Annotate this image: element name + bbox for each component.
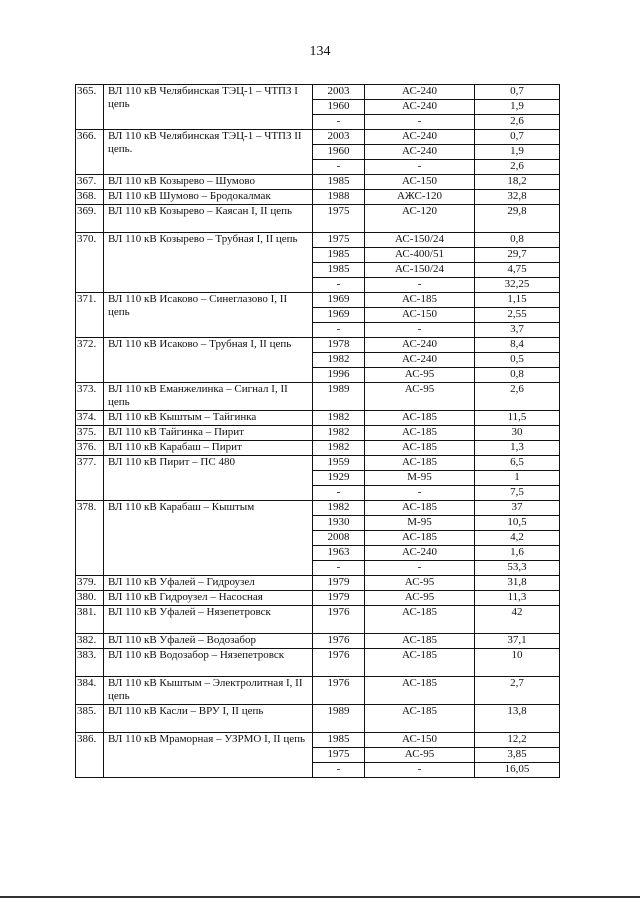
line-name: ВЛ 110 кВ Пирит – ПС 480 [104, 456, 313, 501]
wire-type: - [365, 323, 475, 338]
commission-year: 1976 [313, 649, 365, 677]
row-number: 370. [76, 233, 104, 293]
line-length: 29,8 [475, 205, 560, 233]
wire-type: АС-95 [365, 576, 475, 591]
wire-type: АС-150/24 [365, 233, 475, 248]
wire-type: - [365, 763, 475, 778]
commission-year: 1985 [313, 248, 365, 263]
line-length: 30 [475, 426, 560, 441]
wire-type: АС-240 [365, 85, 475, 100]
line-length: 11,5 [475, 411, 560, 426]
commission-year: 1929 [313, 471, 365, 486]
line-length: 1,15 [475, 293, 560, 308]
table-row [76, 576, 560, 591]
table-row [76, 634, 560, 649]
commission-year: 1975 [313, 205, 365, 233]
commission-year: - [313, 278, 365, 293]
table-row [76, 606, 560, 634]
page-number: 134 [309, 44, 331, 59]
commission-year: 1959 [313, 456, 365, 471]
wire-type: АС-185 [365, 531, 475, 546]
line-length: 2,6 [475, 115, 560, 130]
table-row [76, 190, 560, 205]
commission-year: 2003 [313, 130, 365, 145]
line-length: 37 [475, 501, 560, 516]
wire-type: - [365, 160, 475, 175]
wire-type: АС-150 [365, 308, 475, 323]
commission-year: 2008 [313, 531, 365, 546]
row-number: 371. [76, 293, 104, 338]
line-length: 2,6 [475, 160, 560, 175]
commission-year: 1979 [313, 591, 365, 606]
commission-year: 1976 [313, 634, 365, 649]
commission-year: 1960 [313, 145, 365, 160]
line-name: ВЛ 110 кВ Уфалей – Гидроузел [104, 576, 313, 591]
line-length: 0,8 [475, 368, 560, 383]
commission-year: 1976 [313, 677, 365, 705]
line-name: ВЛ 110 кВ Козырево – Трубная I, II цепь [104, 233, 313, 293]
line-length: 18,2 [475, 175, 560, 190]
table-row [76, 383, 560, 411]
table-row [76, 85, 560, 100]
power-lines-table [75, 84, 560, 778]
commission-year: - [313, 561, 365, 576]
commission-year: - [313, 323, 365, 338]
line-length: 1,6 [475, 546, 560, 561]
commission-year: 1975 [313, 748, 365, 763]
commission-year: 1979 [313, 576, 365, 591]
wire-type: - [365, 278, 475, 293]
line-name: ВЛ 110 кВ Мраморная – УЗРМО I, II цепь [104, 733, 313, 778]
wire-type: АС-95 [365, 748, 475, 763]
table-row [76, 441, 560, 456]
line-name: ВЛ 110 кВ Козырево – Шумово [104, 175, 313, 190]
line-length: 3,85 [475, 748, 560, 763]
line-length: 12,2 [475, 733, 560, 748]
commission-year: 1985 [313, 175, 365, 190]
line-length: 0,7 [475, 130, 560, 145]
wire-type: АС-150/24 [365, 263, 475, 278]
wire-type: АС-240 [365, 145, 475, 160]
commission-year: 1960 [313, 100, 365, 115]
line-length: 32,25 [475, 278, 560, 293]
line-length: 0,7 [475, 85, 560, 100]
table-row [76, 411, 560, 426]
wire-type: АС-240 [365, 353, 475, 368]
wire-type: АС-185 [365, 501, 475, 516]
commission-year: 1982 [313, 426, 365, 441]
line-name: ВЛ 110 кВ Кыштым – Тайгинка [104, 411, 313, 426]
wire-type: АС-95 [365, 368, 475, 383]
table-row [76, 293, 560, 308]
wire-type: АС-400/51 [365, 248, 475, 263]
table-row [76, 426, 560, 441]
line-length: 16,05 [475, 763, 560, 778]
line-length: 10 [475, 649, 560, 677]
row-number: 380. [76, 591, 104, 606]
table-row [76, 705, 560, 733]
wire-type: М-95 [365, 471, 475, 486]
commission-year: 1969 [313, 293, 365, 308]
wire-type: АС-185 [365, 411, 475, 426]
line-name: ВЛ 110 кВ Челябинская ТЭЦ-1 – ЧТПЗ I цепь [104, 85, 313, 130]
line-name: ВЛ 110 кВ Тайгинка – Пирит [104, 426, 313, 441]
row-number: 368. [76, 190, 104, 205]
line-name: ВЛ 110 кВ Челябинская ТЭЦ-1 – ЧТПЗ II цепь. [104, 130, 313, 175]
table-row [76, 205, 560, 233]
commission-year: 1976 [313, 606, 365, 634]
line-name: ВЛ 110 кВ Кыштым – Электролитная I, II цепь [104, 677, 313, 705]
commission-year: 1975 [313, 233, 365, 248]
line-length: 37,1 [475, 634, 560, 649]
wire-type: АС-185 [365, 441, 475, 456]
line-length: 2,55 [475, 308, 560, 323]
row-number: 377. [76, 456, 104, 501]
commission-year: 1989 [313, 705, 365, 733]
row-number: 366. [76, 130, 104, 175]
table-row [76, 649, 560, 677]
row-number: 383. [76, 649, 104, 677]
row-number: 375. [76, 426, 104, 441]
line-name: ВЛ 110 кВ Касли – ВРУ I, II цепь [104, 705, 313, 733]
wire-type: АС-120 [365, 205, 475, 233]
row-number: 384. [76, 677, 104, 705]
wire-type: - [365, 561, 475, 576]
wire-type: АС-240 [365, 338, 475, 353]
commission-year: - [313, 115, 365, 130]
table-row [76, 233, 560, 248]
line-name: ВЛ 110 кВ Исаково – Синеглазово I, II цепь [104, 293, 313, 338]
commission-year: 1963 [313, 546, 365, 561]
row-number: 382. [76, 634, 104, 649]
wire-type: АС-240 [365, 546, 475, 561]
wire-type: АС-150 [365, 175, 475, 190]
line-length: 32,8 [475, 190, 560, 205]
line-name: ВЛ 110 кВ Еманжелинка – Сигнал I, II цепь [104, 383, 313, 411]
row-number: 379. [76, 576, 104, 591]
line-length: 1,9 [475, 100, 560, 115]
line-length: 4,75 [475, 263, 560, 278]
line-length: 42 [475, 606, 560, 634]
table-row [76, 175, 560, 190]
row-number: 385. [76, 705, 104, 733]
commission-year: 1969 [313, 308, 365, 323]
line-length: 11,3 [475, 591, 560, 606]
row-number: 367. [76, 175, 104, 190]
wire-type: АС-95 [365, 591, 475, 606]
wire-type: - [365, 115, 475, 130]
wire-type: АС-240 [365, 130, 475, 145]
line-length: 2,6 [475, 383, 560, 411]
table-row [76, 677, 560, 705]
line-length: 2,7 [475, 677, 560, 705]
commission-year: 1930 [313, 516, 365, 531]
line-length: 1 [475, 471, 560, 486]
line-name: ВЛ 110 кВ Шумово – Бродокалмак [104, 190, 313, 205]
line-length: 8,4 [475, 338, 560, 353]
line-length: 1,3 [475, 441, 560, 456]
table-row [76, 501, 560, 516]
line-length: 0,8 [475, 233, 560, 248]
commission-year: 1982 [313, 353, 365, 368]
wire-type: АС-185 [365, 705, 475, 733]
row-number: 373. [76, 383, 104, 411]
commission-year: 1978 [313, 338, 365, 353]
line-name: ВЛ 110 кВ Уфалей – Нязепетровск [104, 606, 313, 634]
table-row [76, 130, 560, 145]
table-row [76, 338, 560, 353]
commission-year: 1989 [313, 383, 365, 411]
row-number: 386. [76, 733, 104, 778]
table-row [76, 733, 560, 748]
line-length: 13,8 [475, 705, 560, 733]
row-number: 365. [76, 85, 104, 130]
table-row [76, 456, 560, 471]
line-length: 53,3 [475, 561, 560, 576]
table-row [76, 591, 560, 606]
line-length: 10,5 [475, 516, 560, 531]
commission-year: 1985 [313, 263, 365, 278]
wire-type: АС-185 [365, 649, 475, 677]
wire-type: АС-150 [365, 733, 475, 748]
commission-year: - [313, 486, 365, 501]
wire-type: АС-185 [365, 677, 475, 705]
table-body [76, 85, 560, 778]
commission-year: 1988 [313, 190, 365, 205]
wire-type: АС-185 [365, 606, 475, 634]
row-number: 369. [76, 205, 104, 233]
wire-type: АС-185 [365, 456, 475, 471]
commission-year: 2003 [313, 85, 365, 100]
line-name: ВЛ 110 кВ Исаково – Трубная I, II цепь [104, 338, 313, 383]
commission-year: 1985 [313, 733, 365, 748]
line-length: 1,9 [475, 145, 560, 160]
row-number: 372. [76, 338, 104, 383]
commission-year: 1996 [313, 368, 365, 383]
wire-type: АС-240 [365, 100, 475, 115]
line-name: ВЛ 110 кВ Карабаш – Кыштым [104, 501, 313, 576]
line-name: ВЛ 110 кВ Гидроузел – Насосная [104, 591, 313, 606]
row-number: 378. [76, 501, 104, 576]
line-length: 0,5 [475, 353, 560, 368]
line-name: ВЛ 110 кВ Водозабор – Нязепетровск [104, 649, 313, 677]
commission-year: 1982 [313, 501, 365, 516]
wire-type: АС-185 [365, 426, 475, 441]
wire-type: АС-185 [365, 634, 475, 649]
line-name: ВЛ 110 кВ Уфалей – Водозабор [104, 634, 313, 649]
line-name: ВЛ 110 кВ Карабаш – Пирит [104, 441, 313, 456]
line-length: 31,8 [475, 576, 560, 591]
commission-year: 1982 [313, 411, 365, 426]
row-number: 381. [76, 606, 104, 634]
line-length: 6,5 [475, 456, 560, 471]
line-length: 29,7 [475, 248, 560, 263]
wire-type: АЖС-120 [365, 190, 475, 205]
commission-year: - [313, 763, 365, 778]
row-number: 374. [76, 411, 104, 426]
wire-type: АС-95 [365, 383, 475, 411]
line-length: 3,7 [475, 323, 560, 338]
wire-type: АС-185 [365, 293, 475, 308]
commission-year: - [313, 160, 365, 175]
line-length: 4,2 [475, 531, 560, 546]
commission-year: 1982 [313, 441, 365, 456]
wire-type: М-95 [365, 516, 475, 531]
row-number: 376. [76, 441, 104, 456]
wire-type: - [365, 486, 475, 501]
bottom-rule [0, 896, 640, 898]
line-name: ВЛ 110 кВ Козырево – Каясан I, II цепь [104, 205, 313, 233]
line-length: 7,5 [475, 486, 560, 501]
